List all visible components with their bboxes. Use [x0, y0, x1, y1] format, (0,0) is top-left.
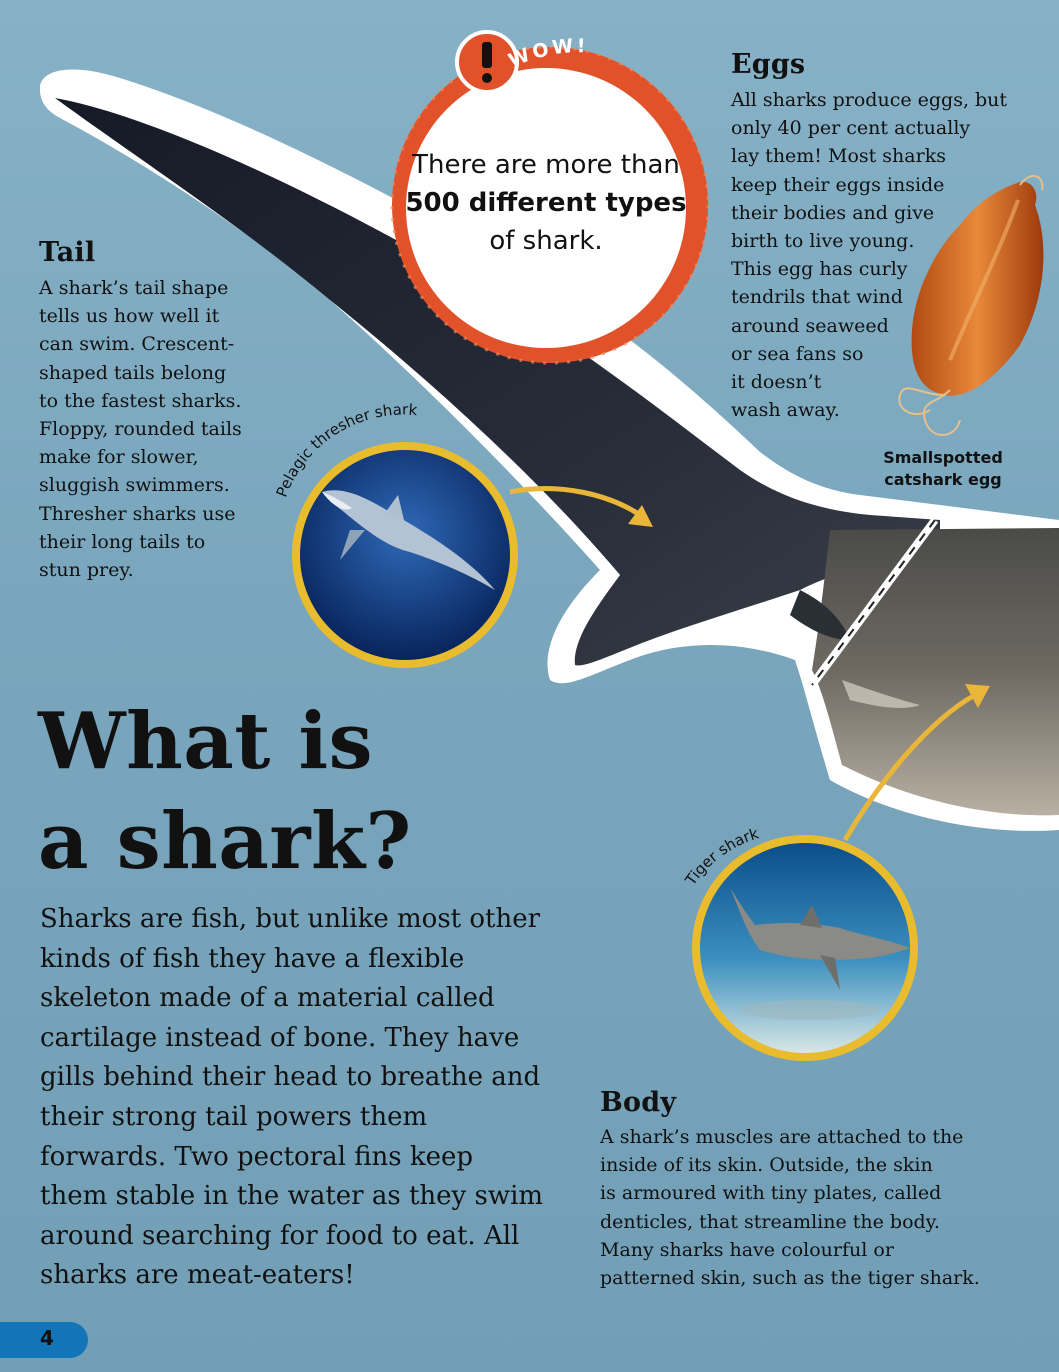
wow-badge-path: WOW! [505, 34, 589, 73]
tail-heading: Tail [39, 237, 96, 268]
page-title: What is a shark? [38, 696, 412, 887]
wow-fact-after: of shark. [489, 226, 603, 256]
tiger-label-path: Tiger shark [681, 824, 761, 889]
page-number: 4 [40, 1326, 54, 1350]
wow-fact [404, 146, 688, 260]
eggs-heading: Eggs [731, 49, 806, 80]
intro-paragraph: Sharks are fish, but unlike most other kinds of fish they have a flexible skeleton made of a material called cartilage instead of bone. They have gills behind their head to breathe and their strong tail powers them forwards. Two pectoral fins keep them stable in the water as they swim around searching for food to eat. All sharks are meat-eaters! [40, 904, 544, 1291]
body-text: A shark’s muscles are attached to the inside of its skin. Outside, the skin is armoured with tiny plates, called denticles, that streamline the body. Many sharks have colourful or patterned skin, such as the tiger shark. [600, 1126, 980, 1290]
wow-badge-text [505, 35, 588, 72]
egg-caption: Smallspotted catshark egg [883, 448, 1003, 489]
body-heading: Body [600, 1087, 677, 1118]
wow-fact-before: There are more than [412, 150, 680, 180]
tail-text: A shark’s tail shape tells us how well it can swim. Crescent- shaped tails belong to the fastest sharks. Floppy, rounded tails make for slower, sluggish swimmers. Thresher sharks use their long tails to stun prey. [39, 277, 242, 582]
thresher-label-path: Pelagic thresher shark [272, 400, 418, 500]
wow-fact-bold: 500 different types [405, 188, 687, 218]
eggs-text: All sharks produce eggs, but only 40 per cent actually lay them! Most sharks keep their eggs inside their bodies and give birth to live young. This egg has curly tendrils that wind around seaweed or sea fans so it doesn’t wash away. [731, 89, 1008, 422]
